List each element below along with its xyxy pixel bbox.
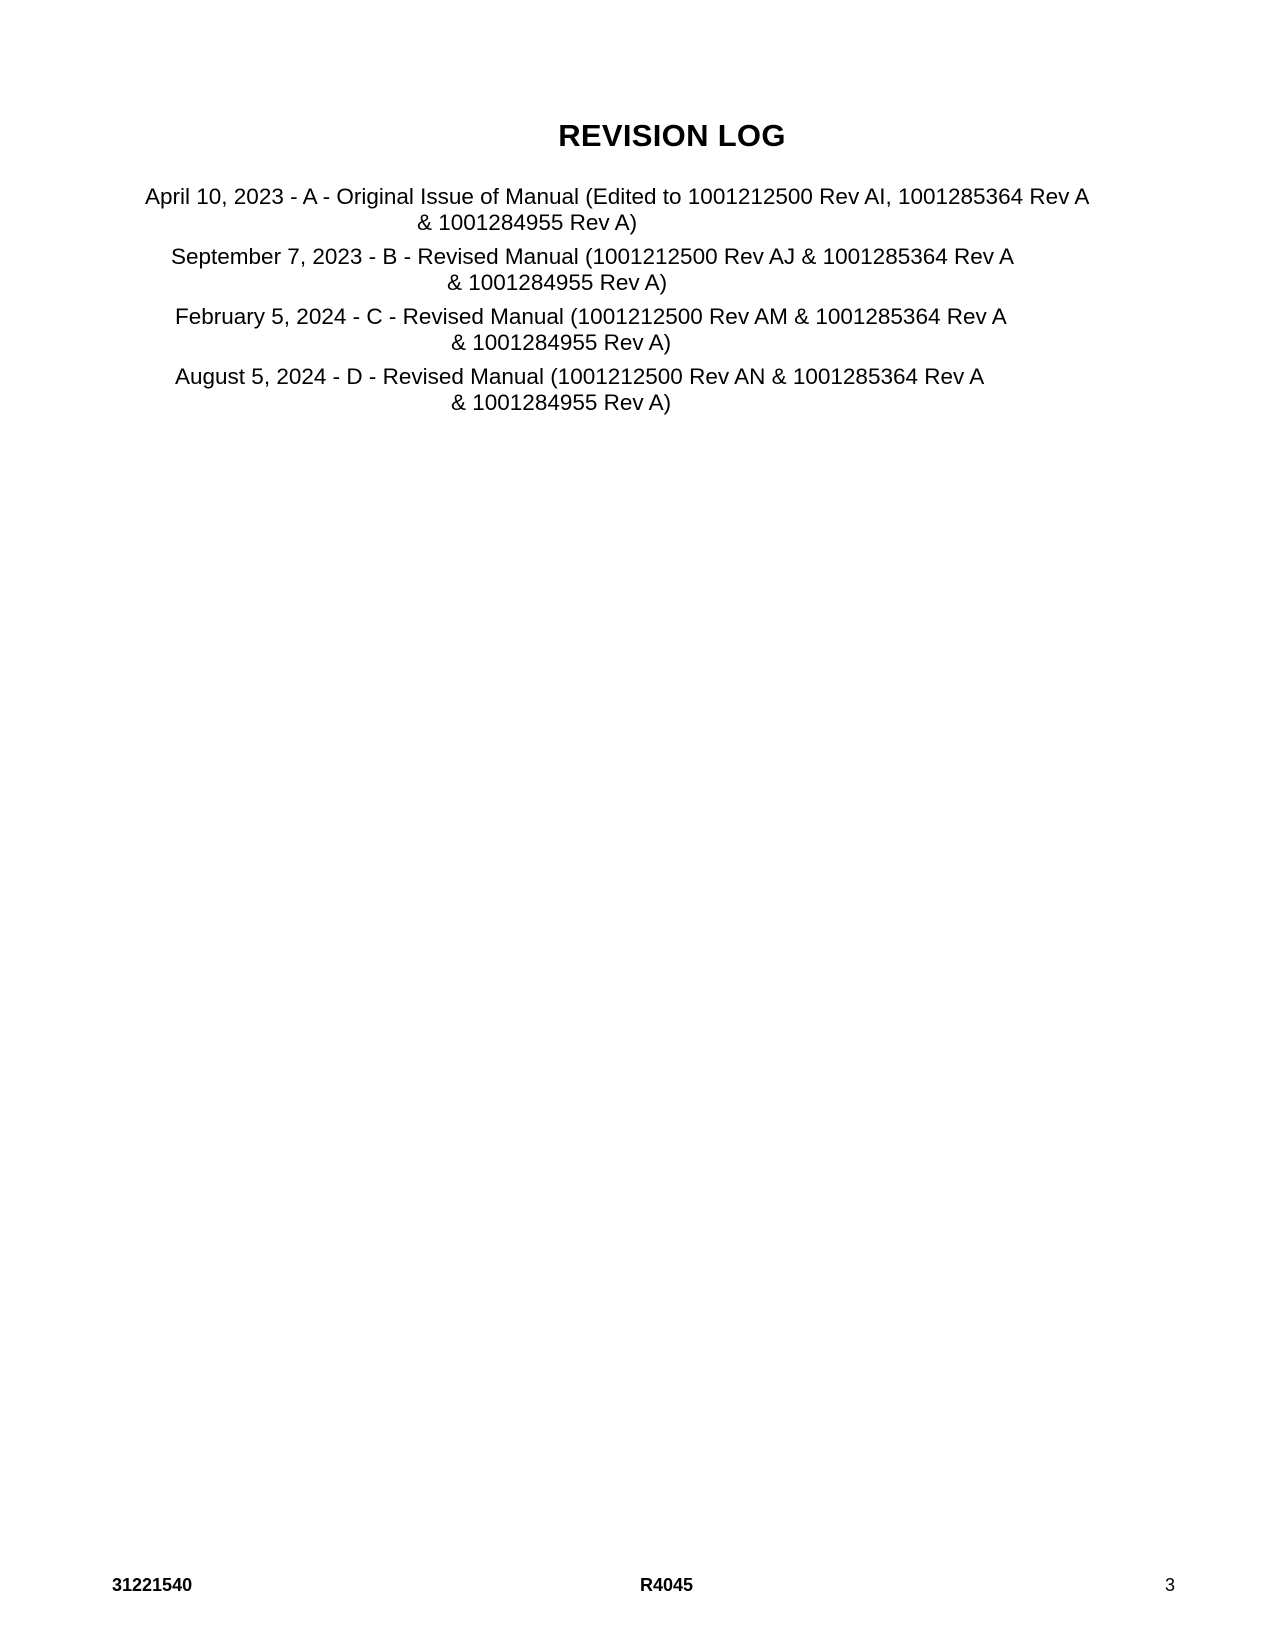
revision-entry-a bbox=[145, 184, 1089, 236]
revision-entry-line: September 7, 2023 - B - Revised Manual (1001212500 Rev AJ & 1001285364 Rev A bbox=[171, 244, 1015, 269]
revision-entry-line: & 1001284955 Rev A) bbox=[451, 330, 672, 355]
revision-entry-line: August 5, 2024 - D - Revised Manual (1001212500 Rev AN & 1001285364 Rev A bbox=[175, 364, 985, 389]
revision-entry-line: April 10, 2023 - A - Original Issue of Manual (Edited to 1001212500 Rev AI, 1001285364 Rev A bbox=[145, 184, 1090, 209]
footer-page-number: 3 bbox=[1165, 1575, 1176, 1595]
revision-entry-b bbox=[171, 244, 1014, 296]
revision-entry-line: & 1001284955 Rev A) bbox=[451, 390, 672, 415]
footer-document-number: 31221540 bbox=[112, 1575, 193, 1595]
page-title: REVISION LOG bbox=[558, 118, 786, 153]
revision-entry-line: & 1001284955 Rev A) bbox=[447, 270, 668, 295]
revision-entry-c bbox=[175, 304, 1007, 356]
revision-entry-d bbox=[175, 364, 984, 416]
revision-entry-line: & 1001284955 Rev A) bbox=[417, 210, 638, 235]
revision-entry-line: February 5, 2024 - C - Revised Manual (1001212500 Rev AM & 1001285364 Rev A bbox=[175, 304, 1007, 329]
footer-model-number: R4045 bbox=[640, 1575, 694, 1595]
